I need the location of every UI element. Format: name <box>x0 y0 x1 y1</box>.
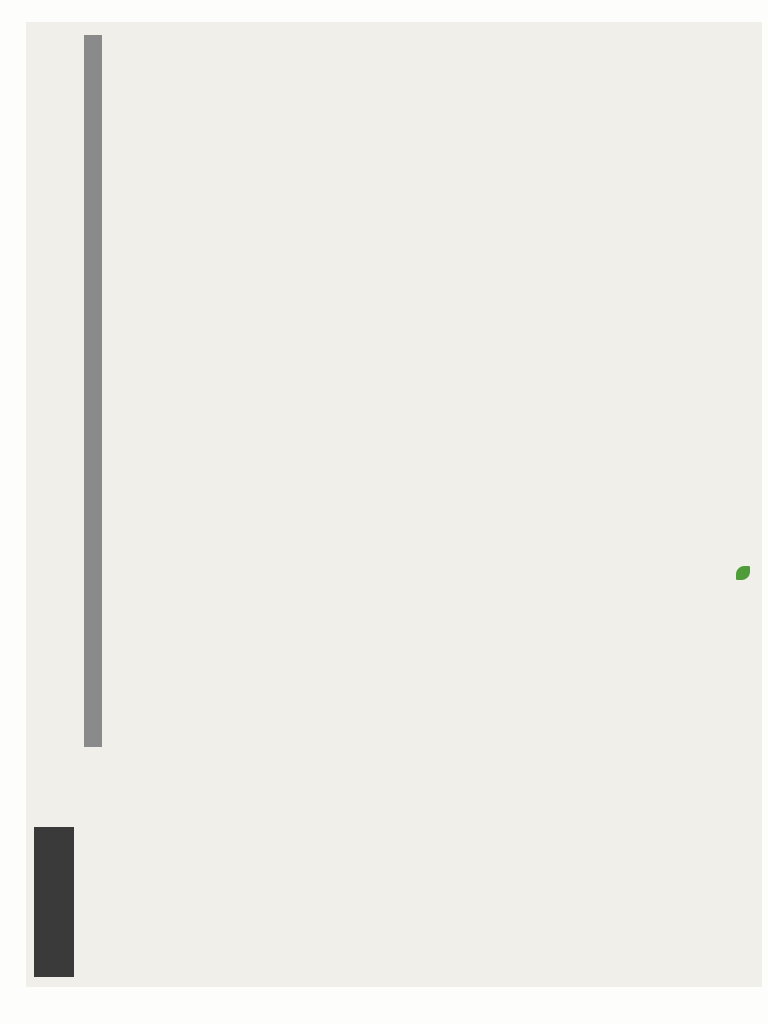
guide-tab <box>34 827 74 977</box>
grade-header-bar <box>84 35 102 747</box>
scanned-page <box>26 22 762 987</box>
rotated-content <box>26 22 762 987</box>
page-title <box>36 57 76 777</box>
